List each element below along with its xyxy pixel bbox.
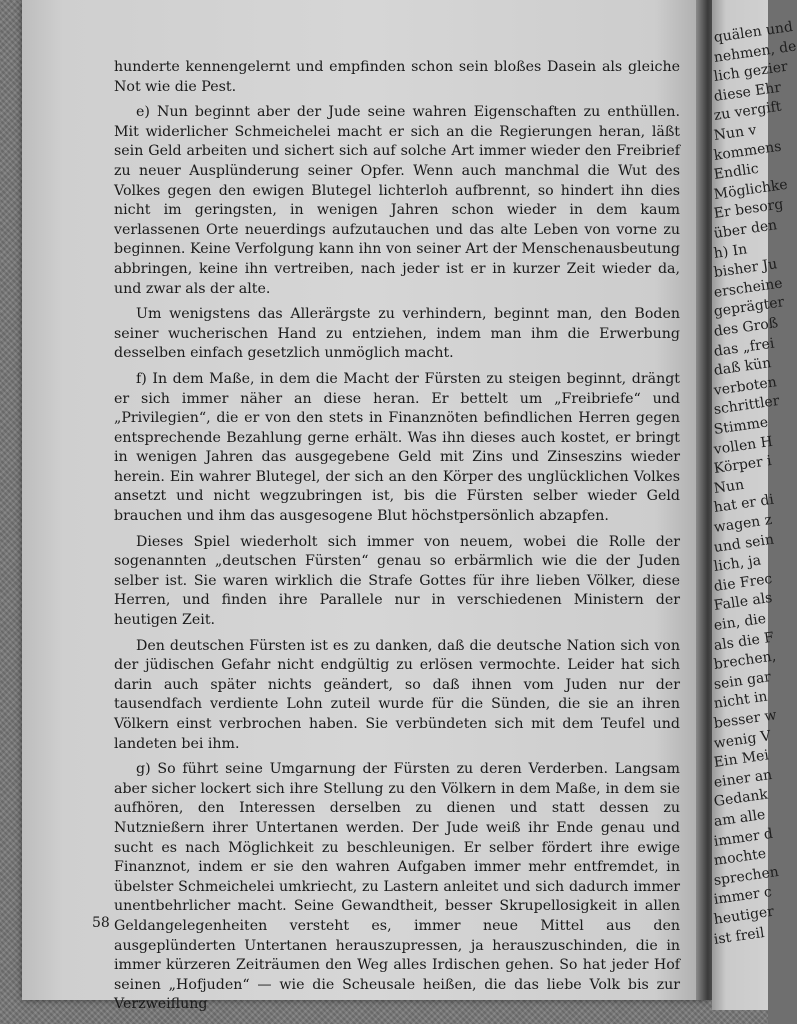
facing-page-line: sein gar <box>712 668 772 693</box>
facing-page-line: sprechen <box>712 863 780 889</box>
paragraph: Dieses Spiel wiederholt sich immer von neuem, wobei die Rolle der sogenannten „deutschen Fürsten“ genau so erbärmlich wie die der Juden selber ist. Sie waren wirklich die Strafe Gottes für ihre lieben Völker, diese Herren, und finden ihre Parallele nur in verschiedenen Ministern der heutigen Zeit. <box>114 533 680 629</box>
facing-page-line: Möglichke <box>712 176 789 203</box>
facing-page-line: ein, die <box>712 610 768 634</box>
facing-page-line: heutiger <box>712 903 775 928</box>
book-page <box>22 0 710 1013</box>
paragraph: hunderte kennengelernt und empfinden schon sein bloßes Dasein als gleiche Not wie die Pest. <box>114 59 680 95</box>
facing-page-line: die Frec <box>712 570 774 595</box>
facing-page-line: das „frei <box>712 335 776 360</box>
facing-page-line: Körper i <box>712 453 773 478</box>
facing-page-line: diese Ehr <box>712 79 783 105</box>
facing-page-line: Nun <box>712 476 746 497</box>
paragraph: g) So führt seine Umgarnung der Fürsten zu deren Verderben. Langsam aber sicher lockert sich ihre Stellung zu den Völkern in dem Maße, in dem sie aufhören, den Interessen derselben zu dienen und statt dessen zu Nutznießern ihrer Untertanen werden. Der Jude weiß ihr Ende genau und sucht es nach Möglichkeit zu beschleunigen. Er selber fördert ihre ewige Finanznot, indem er sie den wahren Aufgaben immer mehr entfremdet, in übelster Schmeichelei umkriecht, zu Lastern anleitet und sich dadurch immer unentbehrlicher macht. Seine Gewandtheit, besser Skrupellosigkeit in allen Geldangelegenheiten versteht es, immer neue Mittel aus den ausgeplünderten Untertanen herauszupressen, ja herauszuschinden, die in immer kürzeren Zeiträumen den Weg alles Irdischen gehen. So hat jeder Hof seinen „Hofjuden“ — wie die Scheusale heißen, die das liebe Volk bis zur Verzweiflung <box>114 761 680 1013</box>
facing-page-line: des Groß <box>712 315 780 340</box>
facing-page-line: Nun v <box>712 122 758 144</box>
paragraph: Den deutschen Fürsten ist es zu danken, daß die deutsche Nation sich von der jüdischen Gefahr nicht endgültig zu erlösen vermochte. Leider hat sich darin auch später nichts geändert, so daß ihnen vom Juden nur der tausendfach verdiente Lohn zuteil wurde für die Sünden, die sie an ihren Völkern einst verbrochen haben. Sie verbündeten sich mit dem Teufel und landeten bei ihm. <box>114 637 680 752</box>
facing-page-line: besser w <box>712 707 778 732</box>
page-text <box>114 58 680 1021</box>
facing-page-line: am alle <box>712 806 767 830</box>
facing-page-line: brechen, <box>712 648 778 674</box>
facing-page <box>712 0 797 1010</box>
facing-page-line: über den <box>712 217 779 242</box>
facing-page-line: zu vergift <box>712 99 783 125</box>
facing-page-line: verboten <box>712 374 778 399</box>
paragraph: f) In dem Maße, in dem die Macht der Fürsten zu steigen beginnt, drängt er sich immer näher an diese heran. Er bettelt um „Freibriefe“ und „Privilegien“, die er von den stets in Finanznöten befindlichen Herren gegen entsprechende Bezahlung gerne erhält. Was ihn dieses auch kostet, er bringt in wenigen Jahren das ausgegebene Geld mit Zins und Zinseszins wieder herein. Ein wahrer Blutegel, der sich an den Körper des unglücklichen Volkes ansetzt und nicht wegzubringen ist, bis die Fürsten selber wieder Geld brauchen und ihm das ausgesogene Blut höchstpersönlich abzapfen. <box>114 370 680 525</box>
facing-page-line: immer d <box>712 825 774 850</box>
facing-page-line: einer an <box>712 766 774 791</box>
facing-page-line: lich, ja <box>712 552 763 576</box>
facing-page-line: Ein Mei <box>712 747 770 772</box>
facing-page-line: mochte <box>712 845 768 870</box>
facing-page-line: Endlic <box>712 161 760 184</box>
facing-page-line: wagen z <box>712 511 773 536</box>
facing-page-line: hat er di <box>712 492 775 517</box>
paragraph: Um wenigstens das Allerärgste zu verhindern, beginnt man, den Boden seiner wucherischen Hand zu entziehen, indem man ihm die Erwerbung desselben einfach gesetzlich unmöglich macht. <box>114 306 680 362</box>
facing-page-line: bisher Ju <box>712 256 779 282</box>
facing-page-line: geprägter <box>712 294 786 321</box>
facing-page-line: wenig V <box>712 727 772 752</box>
facing-page-line: Gedank <box>712 786 769 811</box>
facing-page-line: nehmen, de <box>712 38 797 66</box>
facing-page-line: ist freil <box>712 924 766 948</box>
page-number: 58 <box>92 915 110 931</box>
facing-page-line: schrittler <box>712 393 781 419</box>
facing-page-line: lich gezier <box>712 58 789 86</box>
facing-page-line: erscheine <box>712 275 784 301</box>
facing-page-line: als die F <box>712 629 775 654</box>
facing-page-line: quälen und <box>712 19 794 46</box>
facing-page-line: nicht in <box>712 688 769 713</box>
facing-page-line: Falle als <box>712 590 774 615</box>
paragraph: e) Nun beginnt aber der Jude seine wahren Eigenschaften zu enthüllen. Mit widerlicher Schmeichelei macht er sich an die Regierungen heran, läßt sein Geld arbeiten und sichert sich auf solche Art immer wieder den Freibrief zu neuer Ausplünderung seiner Opfer. Wenn auch manchmal die Wut des Volkes gegen den ewigen Blutegel lichterloh aufbrennt, so hindert ihn dies nicht im geringsten, in wenigen Jahren schon wieder in dem kaum verlassenen Orte neuerdings aufzutauchen und das alte Leben von vorne zu beginnen. Keine Verfolgung kann ihn von seiner Art der Menschenausbeutung abbringen, keine ihn vertreiben, nach jeder ist er in kurzer Zeit wieder da, und zwar als der alte. <box>114 104 680 297</box>
facing-page-line: und sein <box>712 531 775 556</box>
facing-page-line: vollen H <box>712 433 774 458</box>
facing-page-line: Stimme <box>712 414 770 438</box>
facing-page-line: immer c <box>712 884 773 909</box>
facing-page-line: daß kün <box>712 355 773 380</box>
facing-page-line: kommens <box>712 138 783 164</box>
facing-page-line: h) In <box>712 241 749 262</box>
facing-page-line: Er besorg <box>712 196 785 223</box>
